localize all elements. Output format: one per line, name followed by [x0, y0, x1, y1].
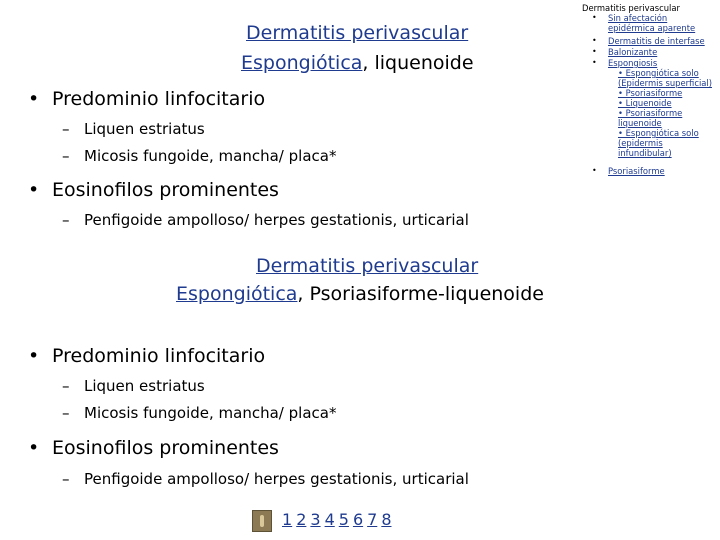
section1-subtitle — [241, 52, 474, 74]
outline-sub-epidermis-superficial[interactable]: (Epidermis superficial) — [618, 78, 712, 88]
outline-sub-infundibular[interactable]: infundibular) — [618, 148, 672, 158]
bullet-text: Eosinofilos prominentes — [52, 437, 279, 459]
outline-item-balonizante[interactable]: Balonizante — [608, 47, 658, 57]
outline-item-psoriasiforme[interactable]: Psoriasiforme — [608, 166, 665, 176]
page-link-3[interactable]: 3 — [310, 510, 321, 529]
section1-subtitle-rest: , liquenoide — [362, 52, 474, 74]
page-link-2[interactable]: 2 — [296, 510, 307, 529]
bullet-dot: • — [28, 179, 40, 201]
outline-sub-psoriasiforme-liquenoide[interactable]: • Psoriasiforme — [618, 108, 683, 118]
page-link-4[interactable]: 4 — [324, 510, 335, 529]
outline-sub-liquenoide[interactable]: • Liquenoide — [618, 98, 672, 108]
page-link-1[interactable]: 1 — [282, 510, 293, 529]
page-link-7[interactable]: 7 — [367, 510, 378, 529]
section1-espongiotica-link[interactable]: Espongiótica — [241, 52, 363, 74]
outline-sub-espongiotica-infundibular[interactable]: • Espongiótica solo — [618, 128, 699, 138]
section2-subtitle — [176, 283, 544, 305]
outline-title: Dermatitis perivascular — [582, 3, 680, 13]
bullet-dot: • — [28, 437, 40, 459]
section2-subtitle-rest: , Psoriasiforme-liquenoide — [297, 283, 544, 305]
outline-sub-psoriasiforme-liquenoide-cont[interactable]: liquenoide — [618, 118, 662, 128]
outline-sub-psoriasiforme[interactable]: • Psoriasiforme — [618, 88, 683, 98]
section1-title-link[interactable]: Dermatitis perivascular — [246, 22, 469, 44]
bullet-dot: • — [28, 88, 40, 110]
outline-item-sin-afectacion[interactable]: Sin afectación — [608, 13, 668, 23]
page-navigation — [282, 510, 396, 529]
outline-item-espongiosis[interactable]: Espongiosis — [608, 58, 658, 68]
outline-sub-espongiotica-solo[interactable]: • Espongiótica solo — [618, 68, 699, 78]
section2-title-link[interactable]: Dermatitis perivascular — [256, 255, 479, 277]
outline-item-sin-afectacion-cont[interactable]: epidérmica aparente — [608, 23, 696, 33]
slide-thumbnail-icon[interactable] — [252, 510, 272, 532]
page-link-6[interactable]: 6 — [352, 510, 364, 529]
page-link-5[interactable]: 5 — [338, 510, 349, 529]
section2-espongiotica-link[interactable]: Espongiótica — [176, 283, 298, 305]
bullet-dot: • — [28, 345, 40, 367]
bullet-text: Predominio linfocitario — [52, 345, 266, 367]
outline-item-interfase[interactable]: Dermatitis de interfase — [608, 36, 705, 46]
page-link-8[interactable]: 8 — [381, 510, 392, 529]
outline-sub-epidermis[interactable]: (epidermis — [618, 138, 663, 148]
bullet-text: Predominio linfocitario — [52, 88, 266, 110]
bullet-text: Eosinofilos prominentes — [52, 179, 279, 201]
